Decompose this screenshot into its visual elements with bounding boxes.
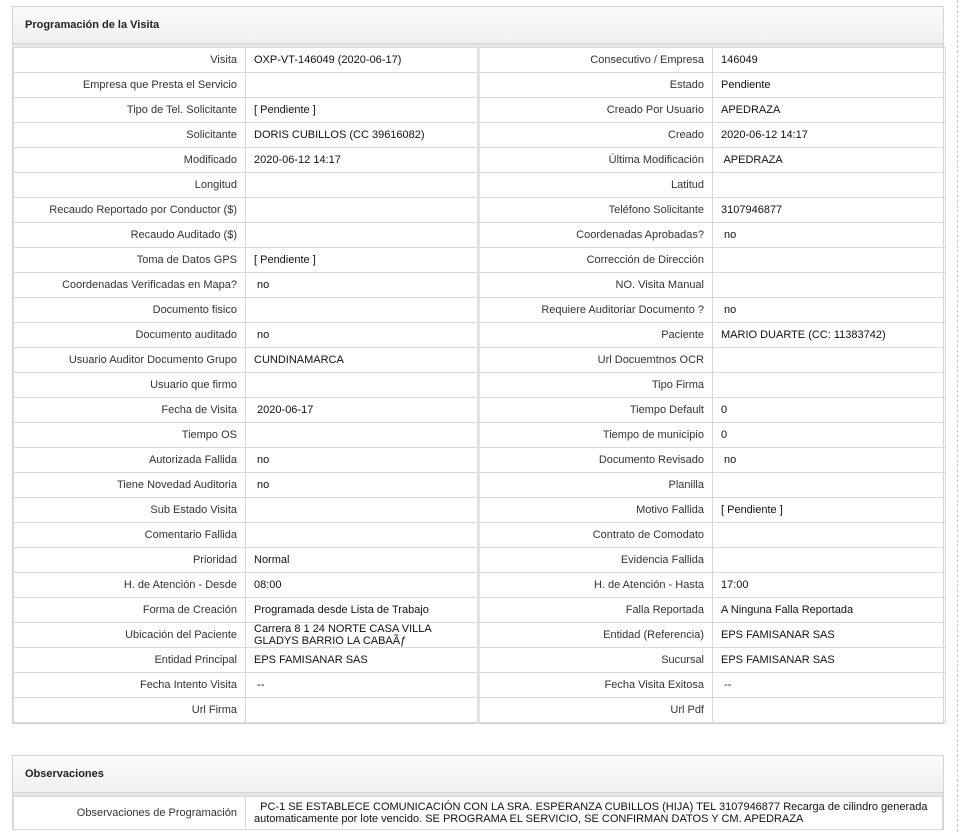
table-row bbox=[14, 348, 946, 373]
observations-label: Observaciones de Programación bbox=[14, 797, 246, 830]
field-value: no bbox=[246, 473, 479, 498]
table-row bbox=[14, 298, 946, 323]
field-label: Ubicación del Paciente bbox=[14, 623, 246, 648]
field-label: H. de Atención - Hasta bbox=[479, 573, 713, 598]
field-label: Url Firma bbox=[14, 698, 246, 723]
field-label: Evidencia Fallida bbox=[479, 548, 713, 573]
table-row bbox=[14, 623, 946, 648]
field-label: Tiempo de municipio bbox=[479, 423, 713, 448]
field-value: 0 bbox=[713, 423, 946, 448]
field-label: Documento auditado bbox=[14, 323, 246, 348]
field-label: Paciente bbox=[479, 323, 713, 348]
field-value bbox=[713, 373, 946, 398]
field-label: Recaudo Auditado ($) bbox=[14, 223, 246, 248]
field-label: NO. Visita Manual bbox=[479, 273, 713, 298]
field-value: EPS FAMISANAR SAS bbox=[246, 648, 479, 673]
observations-value: PC-1 SE ESTABLECE COMUNICACIÓN CON LA SRA. ESPERANZA CUBILLOS (HIJA) TEL 3107946877 Recarga de cilindro generada automaticamente por lote vencido. SE PROGRAMA EL SERVICIO, SE CONFIRMAN DATOS Y CM. APEDRAZA bbox=[246, 797, 943, 830]
table-row bbox=[14, 98, 946, 123]
table-row bbox=[14, 148, 946, 173]
field-value bbox=[713, 523, 946, 548]
table-row bbox=[14, 523, 946, 548]
table-row bbox=[14, 123, 946, 148]
field-label: Tipo de Tel. Solicitante bbox=[14, 98, 246, 123]
field-value bbox=[246, 173, 479, 198]
field-value: 17:00 bbox=[713, 573, 946, 598]
field-label: Prioridad bbox=[14, 548, 246, 573]
table-row bbox=[14, 73, 946, 98]
field-value bbox=[246, 423, 479, 448]
field-value bbox=[246, 498, 479, 523]
field-label: Motivo Fallida bbox=[479, 498, 713, 523]
field-label: Autorizada Fallida bbox=[14, 448, 246, 473]
field-value: 2020-06-12 14:17 bbox=[713, 123, 946, 148]
field-value bbox=[246, 523, 479, 548]
field-value bbox=[246, 298, 479, 323]
table-row bbox=[14, 373, 946, 398]
field-value bbox=[713, 548, 946, 573]
table-row bbox=[14, 223, 946, 248]
field-value: no bbox=[713, 448, 946, 473]
field-value: 3107946877 bbox=[713, 198, 946, 223]
field-value: MARIO DUARTE (CC: 11383742) bbox=[713, 323, 946, 348]
field-value bbox=[246, 698, 479, 723]
field-label: Url Pdf bbox=[479, 698, 713, 723]
table-row bbox=[14, 598, 946, 623]
field-value bbox=[713, 473, 946, 498]
field-label: Tipo Firma bbox=[479, 373, 713, 398]
field-value bbox=[246, 223, 479, 248]
field-value: Normal bbox=[246, 548, 479, 573]
table-row bbox=[14, 273, 946, 298]
field-label: Falla Reportada bbox=[479, 598, 713, 623]
field-value: no bbox=[246, 448, 479, 473]
field-value bbox=[713, 348, 946, 373]
table-row bbox=[14, 323, 946, 348]
field-label: Última Modificación bbox=[479, 148, 713, 173]
field-value: no bbox=[246, 273, 479, 298]
field-value: DORIS CUBILLOS (CC 39616082) bbox=[246, 123, 479, 148]
field-value: Pendiente bbox=[713, 73, 946, 98]
table-row bbox=[14, 448, 946, 473]
table-row bbox=[14, 473, 946, 498]
field-label: Empresa que Presta el Servicio bbox=[14, 73, 246, 98]
field-label: Fecha Visita Exitosa bbox=[479, 673, 713, 698]
field-label: Requiere Auditoriar Documento ? bbox=[479, 298, 713, 323]
table-row bbox=[14, 248, 946, 273]
field-label: Usuario que firmo bbox=[14, 373, 246, 398]
field-label: Entidad (Referencia) bbox=[479, 623, 713, 648]
field-label: Sucursal bbox=[479, 648, 713, 673]
field-label: Latitud bbox=[479, 173, 713, 198]
field-value bbox=[713, 173, 946, 198]
field-value bbox=[713, 273, 946, 298]
field-label: Url Docuemtnos OCR bbox=[479, 348, 713, 373]
field-value bbox=[713, 698, 946, 723]
table-row bbox=[14, 173, 946, 198]
table-row bbox=[14, 198, 946, 223]
field-label: Coordenadas Verificadas en Mapa? bbox=[14, 273, 246, 298]
table-row bbox=[14, 573, 946, 598]
field-value: CUNDINAMARCA bbox=[246, 348, 479, 373]
field-label: Planilla bbox=[479, 473, 713, 498]
field-value: no bbox=[713, 298, 946, 323]
field-value: [ Pendiente ] bbox=[713, 498, 946, 523]
field-label: H. de Atención - Desde bbox=[14, 573, 246, 598]
field-label: Usuario Auditor Documento Grupo bbox=[14, 348, 246, 373]
field-label: Documento fisico bbox=[14, 298, 246, 323]
field-label: Corrección de Dirección bbox=[479, 248, 713, 273]
field-value: APEDRAZA bbox=[713, 98, 946, 123]
table-row bbox=[14, 398, 946, 423]
field-value: -- bbox=[713, 673, 946, 698]
field-value: APEDRAZA bbox=[713, 148, 946, 173]
field-value: 146049 bbox=[713, 48, 946, 73]
field-label: Longitud bbox=[14, 173, 246, 198]
field-label: Creado Por Usuario bbox=[479, 98, 713, 123]
field-value bbox=[246, 198, 479, 223]
field-value: EPS FAMISANAR SAS bbox=[713, 648, 946, 673]
field-label: Comentario Fallida bbox=[14, 523, 246, 548]
table-row bbox=[14, 673, 946, 698]
field-label: Entidad Principal bbox=[14, 648, 246, 673]
field-value: OXP-VT-146049 (2020-06-17) bbox=[246, 48, 479, 73]
visit-schedule-panel bbox=[12, 6, 944, 724]
table-row bbox=[14, 498, 946, 523]
field-label: Solicitante bbox=[14, 123, 246, 148]
field-value: -- bbox=[246, 673, 479, 698]
table-row bbox=[14, 797, 943, 830]
field-value: Programada desde Lista de Trabajo bbox=[246, 598, 479, 623]
field-value: [ Pendiente ] bbox=[246, 98, 479, 123]
field-value: 2020-06-12 14:17 bbox=[246, 148, 479, 173]
field-label: Modificado bbox=[14, 148, 246, 173]
page-edge-divider bbox=[957, 0, 958, 832]
field-value: Carrera 8 1 24 NORTE CASA VILLA GLADYS BARRIO LA CABAÃƒ bbox=[246, 623, 479, 648]
field-value: no bbox=[246, 323, 479, 348]
field-value bbox=[246, 373, 479, 398]
observations-title: Observaciones bbox=[13, 756, 943, 793]
field-label: Sub Estado Visita bbox=[14, 498, 246, 523]
observations-panel bbox=[12, 755, 944, 830]
visit-details-table bbox=[13, 47, 946, 723]
field-label: Tiene Novedad Auditoria bbox=[14, 473, 246, 498]
field-label: Coordenadas Aprobadas? bbox=[479, 223, 713, 248]
table-row bbox=[14, 423, 946, 448]
field-label: Tiempo Default bbox=[479, 398, 713, 423]
field-label: Creado bbox=[479, 123, 713, 148]
field-label: Estado bbox=[479, 73, 713, 98]
field-value: 08:00 bbox=[246, 573, 479, 598]
field-label: Consecutivo / Empresa bbox=[479, 48, 713, 73]
table-row bbox=[14, 48, 946, 73]
field-value bbox=[713, 248, 946, 273]
table-row bbox=[14, 648, 946, 673]
field-label: Fecha de Visita bbox=[14, 398, 246, 423]
observations-table bbox=[13, 796, 943, 830]
field-label: Fecha Intento Visita bbox=[14, 673, 246, 698]
table-row bbox=[14, 548, 946, 573]
field-label: Visita bbox=[14, 48, 246, 73]
field-value: [ Pendiente ] bbox=[246, 248, 479, 273]
field-value: A Ninguna Falla Reportada bbox=[713, 598, 946, 623]
field-value bbox=[246, 73, 479, 98]
visit-schedule-title: Programación de la Visita bbox=[13, 7, 943, 44]
field-label: Tiempo OS bbox=[14, 423, 246, 448]
field-value: 2020-06-17 bbox=[246, 398, 479, 423]
field-label: Teléfono Solicitante bbox=[479, 198, 713, 223]
field-value: 0 bbox=[713, 398, 946, 423]
field-label: Contrato de Comodato bbox=[479, 523, 713, 548]
field-label: Toma de Datos GPS bbox=[14, 248, 246, 273]
field-label: Recaudo Reportado por Conductor ($) bbox=[14, 198, 246, 223]
field-value: EPS FAMISANAR SAS bbox=[713, 623, 946, 648]
field-label: Documento Revisado bbox=[479, 448, 713, 473]
field-value: no bbox=[713, 223, 946, 248]
table-row bbox=[14, 698, 946, 723]
field-label: Forma de Creación bbox=[14, 598, 246, 623]
